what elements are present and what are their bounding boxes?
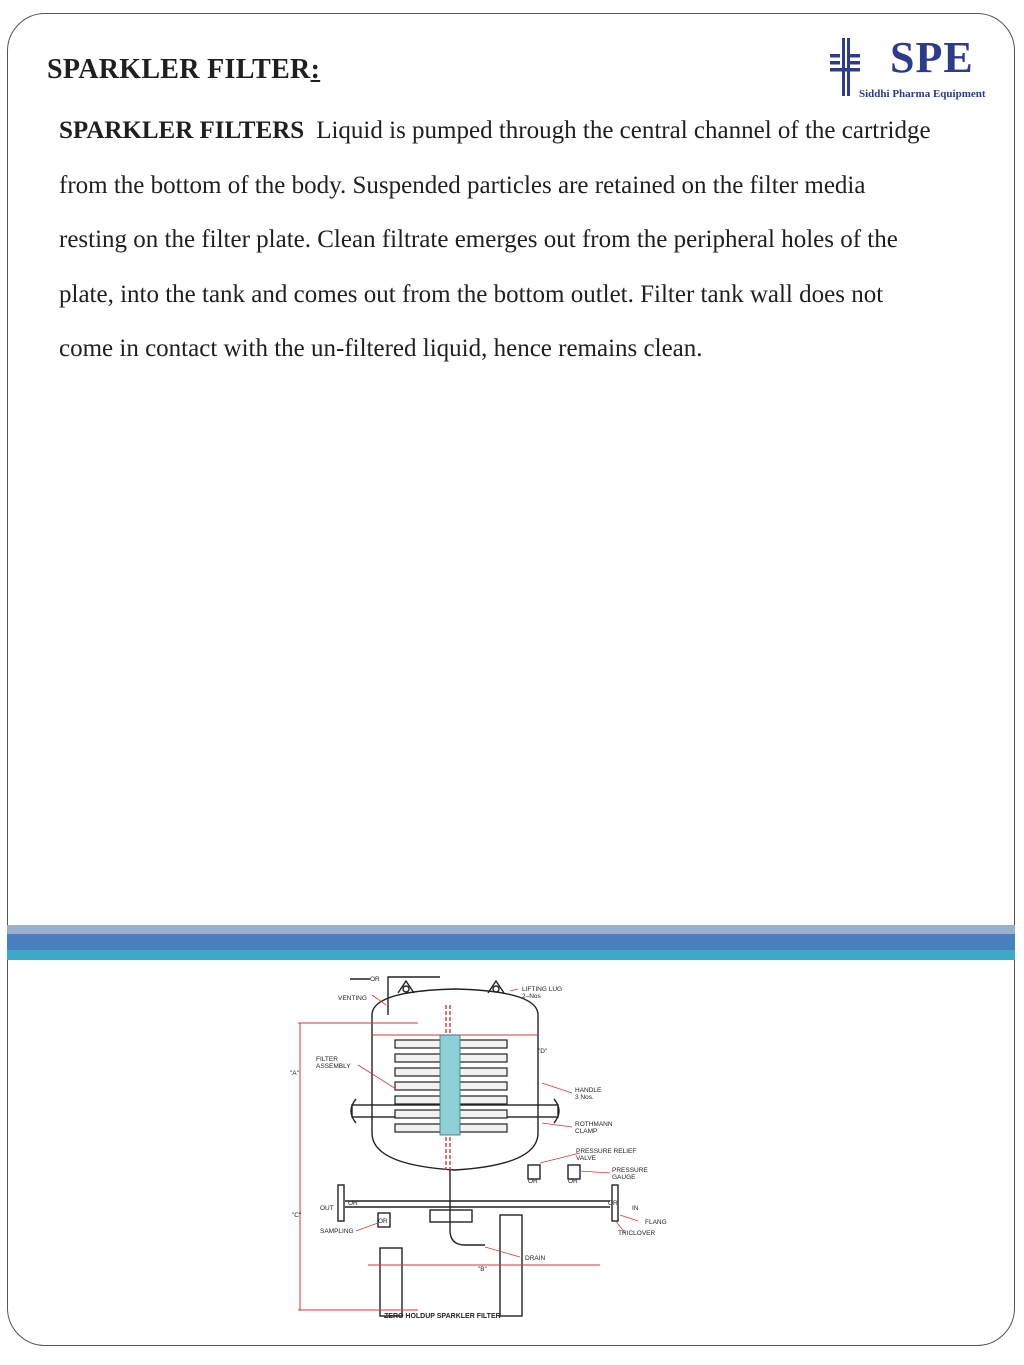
decor-band-mid <box>7 934 1015 950</box>
label-or-top: OR <box>370 976 380 983</box>
label-drain: DRAIN <box>525 1255 546 1262</box>
label-triclover: TRICLOVER <box>618 1230 656 1237</box>
label-in: IN <box>632 1205 639 1212</box>
label-clamp: CLAMP <box>575 1128 598 1135</box>
label-dim-c: "C" <box>292 1212 302 1219</box>
label-handle-count: 3 Nos. <box>575 1094 594 1101</box>
body-text: Liquid is pumped through the central channel of the cartridge from the bottom of the body. Suspended particles are retained on the filter media resting on the filter plate. Clean filtrate emerges out from the peripheral holes of the plate, into the tank and comes out from the bottom outlet. Filter tank wall does not come in contact with the un-filtered liquid, hence remains clean. <box>59 117 931 363</box>
label-venting: VENTING <box>338 995 367 1002</box>
label-dim-d: "D" <box>538 1048 548 1055</box>
decor-band-light <box>7 925 1015 934</box>
body-lead: SPARKLER FILTERS <box>59 117 305 144</box>
body-paragraph <box>59 104 939 377</box>
label-handle: HANDLE <box>575 1087 602 1094</box>
spe-logo-mark-icon <box>828 36 862 96</box>
left-leg <box>380 1248 402 1316</box>
label-or-left: OR <box>528 1178 538 1185</box>
label-filter: FILTER <box>316 1056 338 1063</box>
title-text: SPARKLER FILTER <box>47 54 311 85</box>
label-pressure-gauge: PRESSURE <box>612 1167 648 1174</box>
label-or-in: OR <box>608 1200 618 1207</box>
slide-title <box>47 54 320 86</box>
sparkler-filter-diagram <box>280 965 700 1330</box>
spe-logo <box>828 33 988 102</box>
label-assembly: ASSEMBLY <box>316 1063 351 1070</box>
label-lifting-lug: LIFTING LUG <box>522 986 563 993</box>
diagram-caption: ZERO HOLDUP SPARKLER FILTER <box>384 1313 501 1320</box>
label-or-sampling: OR <box>378 1218 388 1225</box>
label-lifting-lug-count: 2–Nos <box>522 993 541 1000</box>
logo-brand: SPE <box>890 33 974 82</box>
label-rothmann: ROTHMANN <box>575 1121 613 1128</box>
label-out: OUT <box>320 1205 334 1212</box>
label-dim-b: "B" <box>478 1266 487 1273</box>
label-or-right: OR <box>568 1178 578 1185</box>
label-sampling: SAMPLING <box>320 1228 354 1235</box>
label-flang: FLANG <box>645 1219 667 1226</box>
main-pipe <box>345 1201 610 1207</box>
label-gauge: GAUGE <box>612 1174 636 1181</box>
label-valve: VALVE <box>576 1155 596 1162</box>
label-pressure-relief: PRESSURE RELIEF <box>576 1148 637 1155</box>
decor-band-teal <box>7 950 1015 960</box>
label-dim-a: "A" <box>290 1070 299 1077</box>
title-colon: : <box>310 54 321 85</box>
out-flange <box>338 1185 344 1221</box>
label-or-out: OR <box>348 1200 358 1207</box>
logo-tagline: Siddhi Pharma Equipment <box>859 88 986 100</box>
